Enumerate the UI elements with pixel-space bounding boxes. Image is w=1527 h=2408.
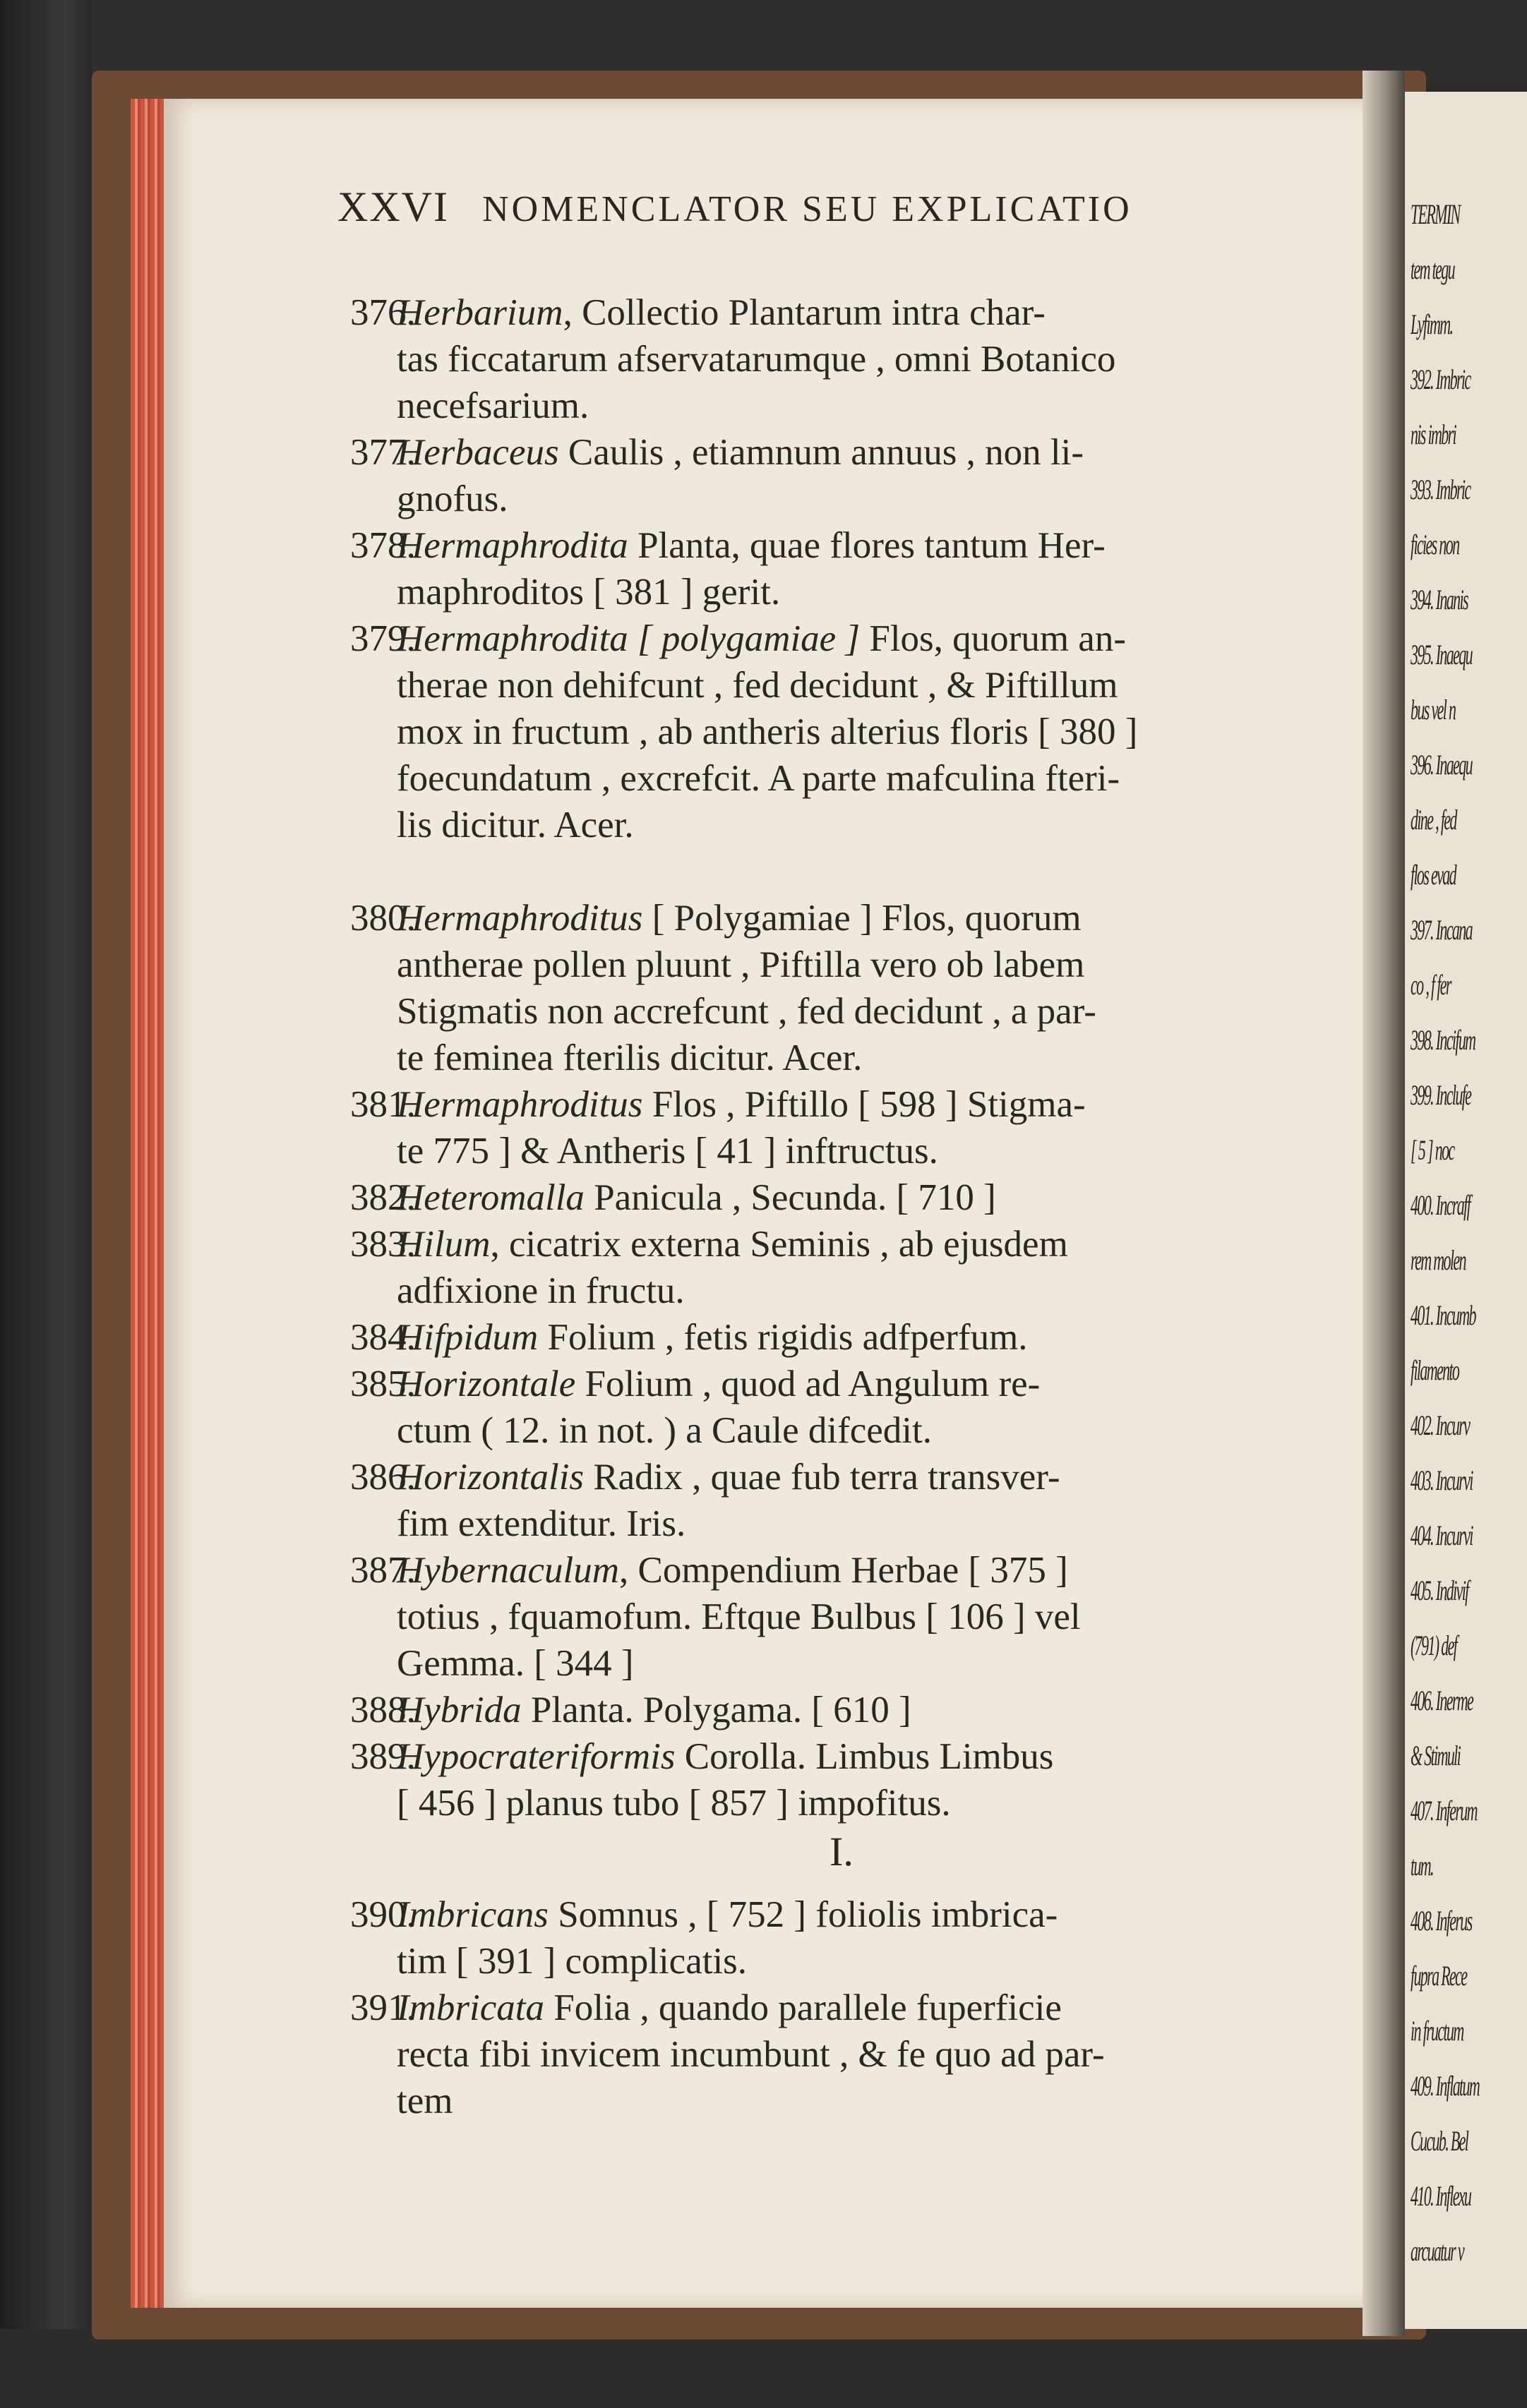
- entry-first-line: [397, 289, 1046, 336]
- entry-term: Imbricans: [397, 1894, 549, 1935]
- entry-continuation-line: gnofus.: [397, 478, 508, 519]
- facing-page-line: ficies non: [1411, 529, 1459, 560]
- entry-first-text: Flos, quorum an-: [860, 618, 1126, 659]
- entry-term: Herbaceus: [397, 432, 559, 473]
- entry-continuation-line: antherae pollen pluunt , Piftilla vero ob labem: [397, 944, 1085, 985]
- page-number: XXVI: [337, 183, 449, 230]
- entry-continuation-line: adfixione in fructu.: [397, 1270, 685, 1311]
- facing-page-line: 402. Incurv: [1411, 1409, 1470, 1441]
- entry-first-line: [397, 1891, 1058, 1938]
- book-gutter: [1363, 71, 1405, 2336]
- entry-first-line: [397, 1174, 996, 1221]
- entry-term: Hilum: [397, 1224, 491, 1265]
- entry-first-line: [397, 615, 1126, 662]
- entry-continuation-line: lis dicitur. Acer.: [397, 805, 634, 845]
- entry-continuation-line: totius , fquamofum. Eftque Bulbus [ 106 ] vel: [397, 1596, 1081, 1637]
- entry-first-text: Folia , quando parallele fuperficie: [544, 1987, 1062, 2028]
- facing-page-line: 409. Inflatum: [1411, 2070, 1480, 2102]
- facing-page-line: bus vel n: [1411, 694, 1456, 726]
- entry-term: Hybernaculum: [397, 1550, 619, 1591]
- facing-page-line: rem molen: [1411, 1244, 1466, 1276]
- facing-page-line: 401. Incumb: [1411, 1299, 1475, 1331]
- entry-number: 382.: [350, 1177, 416, 1218]
- entry-number: 376.: [350, 292, 416, 333]
- facing-page-line: 403. Incurvi: [1411, 1464, 1473, 1496]
- entry-term: Imbricata: [397, 1987, 545, 2028]
- entry-term: Herbarium: [397, 292, 563, 333]
- entry-number: 390.: [350, 1894, 416, 1935]
- entry-term: Horizontale: [397, 1363, 576, 1404]
- facing-page-line: 404. Incurvi: [1411, 1519, 1473, 1551]
- entry-continuation-line: tem: [397, 2081, 453, 2121]
- entry-number: 378.: [350, 525, 416, 566]
- entry-term: Hermaphroditus: [397, 1084, 643, 1125]
- entry-continuation-line: [ 456 ] planus tubo [ 857 ] impofitus.: [397, 1783, 951, 1824]
- facing-page-line: 399. Inclufe: [1411, 1079, 1471, 1111]
- entry-continuation-line: recta fibi invicem incumbunt , & fe quo ad par-: [397, 2034, 1105, 2075]
- entry-term: Hermaphroditus: [397, 898, 643, 939]
- entry-continuation-line: tas ficcatarum afservatarumque , omni Botanico: [397, 339, 1116, 380]
- entry-continuation-line: Gemma. [ 344 ]: [397, 1643, 634, 1684]
- entry-first-line: [397, 1314, 1028, 1361]
- entry-number: 383.: [350, 1224, 416, 1265]
- entry-first-line: [397, 1361, 1040, 1407]
- facing-page-line: in fructum: [1411, 2015, 1463, 2047]
- facing-page-line: 396. Inaequ: [1411, 749, 1472, 781]
- facing-page-line: TERMIN: [1411, 198, 1460, 230]
- facing-page-line: (791) def: [1411, 1630, 1457, 1661]
- entry-first-line: [397, 522, 1106, 569]
- background-bottom: [0, 2329, 1527, 2408]
- entry-first-text: Panicula , Secunda. [ 710 ]: [584, 1177, 996, 1218]
- entry-number: 388.: [350, 1690, 416, 1730]
- entry-first-text: [ Polygamiae ] Flos, quorum: [642, 898, 1082, 939]
- facing-page-line: co , f fer: [1411, 969, 1451, 1001]
- facing-page-line: fupra Rece: [1411, 1960, 1467, 1992]
- entry-first-line: [397, 1221, 1068, 1268]
- entry-number: 385.: [350, 1363, 416, 1404]
- entry-continuation-line: therae non dehifcunt , fed decidunt , & Piftillum: [397, 665, 1118, 706]
- entry-number: 379.: [350, 618, 416, 659]
- facing-page-line: 400. Incraff: [1411, 1189, 1471, 1221]
- entry-term: Horizontalis: [397, 1457, 585, 1498]
- background-left: [0, 0, 92, 2408]
- entry-first-line: [397, 1547, 1068, 1594]
- entry-number: 384.: [350, 1317, 416, 1358]
- entry-term: Hermaphrodita: [397, 525, 628, 566]
- entry-number: 377.: [350, 432, 416, 473]
- facing-page-line: tem tegu: [1411, 253, 1454, 285]
- facing-page-line: 398. Incifum: [1411, 1024, 1475, 1056]
- facing-page-line: 395. Inaequ: [1411, 639, 1472, 670]
- facing-page-line: Cucub. Bel: [1411, 2125, 1468, 2157]
- entry-first-text: , cicatrix externa Seminis , ab ejusdem: [490, 1224, 1068, 1265]
- facing-page-line: dine , fed: [1411, 804, 1456, 836]
- entry-first-text: Planta. Polygama. [ 610 ]: [521, 1690, 911, 1730]
- entry-first-text: Radix , quae fub terra transver-: [584, 1457, 1060, 1498]
- entry-first-text: Planta, quae flores tantum Her-: [628, 525, 1106, 566]
- entry-continuation-line: maphroditos [ 381 ] gerit.: [397, 572, 781, 613]
- facing-page-line: [ 5 ] noc: [1411, 1134, 1454, 1166]
- facing-page-line: 408. Inferus: [1411, 1905, 1472, 1937]
- facing-page-line: Lyfimm.: [1411, 308, 1453, 340]
- entry-continuation-line: te 775 ] & Antheris [ 41 ] inftructus.: [397, 1131, 938, 1172]
- facing-page-line: 392. Imbric: [1411, 363, 1471, 395]
- entry-continuation-line: te feminea fterilis dicitur. Acer.: [397, 1037, 863, 1078]
- facing-page-line: 407. Inferum: [1411, 1795, 1477, 1826]
- entry-first-text: Somnus , [ 752 ] foliolis imbrica-: [548, 1894, 1058, 1935]
- facing-page-line: 394. Inanis: [1411, 584, 1468, 615]
- entry-first-text: Flos , Piftillo [ 598 ] Stigma-: [642, 1084, 1086, 1125]
- entry-continuation-line: ctum ( 12. in not. ) a Caule difcedit.: [397, 1410, 932, 1451]
- entry-term: Heteromalla: [397, 1177, 585, 1218]
- facing-page-line: 410. Inflexu: [1411, 2180, 1471, 2212]
- facing-page-line: 405. Indivif: [1411, 1575, 1468, 1606]
- entry-first-text: Folium , quod ad Angulum re-: [575, 1363, 1041, 1404]
- entry-continuation-line: tim [ 391 ] complicatis.: [397, 1941, 748, 1982]
- entry-continuation-line: Stigmatis non accrefcunt , fed decidunt , a par-: [397, 991, 1096, 1032]
- entry-number: 386.: [350, 1457, 416, 1498]
- entry-first-text: , Compendium Herbae [ 375 ]: [618, 1550, 1068, 1591]
- entry-first-line: [397, 1081, 1086, 1128]
- page-header: [337, 182, 1132, 231]
- section-letter: I.: [830, 1829, 854, 1874]
- entry-continuation-line: foecundatum , excrefcit. A parte mafculina fteri-: [397, 758, 1120, 799]
- entry-first-line: [397, 1733, 1053, 1780]
- entry-first-line: [397, 1454, 1060, 1500]
- entry-first-line: [397, 895, 1082, 941]
- facing-page: [1405, 92, 1527, 2329]
- facing-page-line: filamento: [1411, 1354, 1459, 1386]
- entry-first-text: Corolla. Limbus Limbus: [675, 1736, 1054, 1777]
- entry-number: 389.: [350, 1736, 416, 1777]
- entry-term: Hypocrateriformis: [397, 1736, 676, 1777]
- page-title: NOMENCLATOR SEU EXPLICATIO: [482, 189, 1132, 229]
- entry-continuation-line: mox in fructum , ab antheris alterius floris [ 380 ]: [397, 711, 1138, 752]
- facing-page-line: nis imbri: [1411, 419, 1456, 450]
- entry-continuation-line: necefsarium.: [397, 385, 589, 426]
- facing-page-line: flos evad: [1411, 859, 1456, 891]
- entry-first-text: , Collectio Plantarum intra char-: [563, 292, 1046, 333]
- facing-page-line: tum.: [1411, 1850, 1433, 1882]
- entry-term: Hifpidum: [397, 1317, 539, 1358]
- entry-number: 387.: [350, 1550, 416, 1591]
- entry-first-line: [397, 429, 1084, 476]
- entry-term: Hermaphrodita [ polygamiae ]: [397, 618, 861, 659]
- facing-page-line: arcuatur v: [1411, 2235, 1463, 2267]
- facing-page-line: 406. Inerme: [1411, 1685, 1473, 1716]
- entry-number: 391.: [350, 1987, 416, 2028]
- entry-continuation-line: fim extenditur. Iris.: [397, 1503, 686, 1544]
- facing-page-line: & Stimuli: [1411, 1740, 1461, 1771]
- entry-first-text: Caulis , etiamnum annuus , non li-: [558, 432, 1084, 473]
- entry-first-text: Folium , fetis rigidis adfperfum.: [538, 1317, 1028, 1358]
- facing-page-line: 393. Imbric: [1411, 474, 1471, 505]
- entry-first-line: [397, 1985, 1062, 2031]
- entry-number: 380.: [350, 898, 416, 939]
- facing-page-line: 397. Incana: [1411, 914, 1472, 946]
- entry-first-line: [397, 1687, 911, 1733]
- entry-term: Hybrida: [397, 1690, 522, 1730]
- entry-number: 381.: [350, 1084, 416, 1125]
